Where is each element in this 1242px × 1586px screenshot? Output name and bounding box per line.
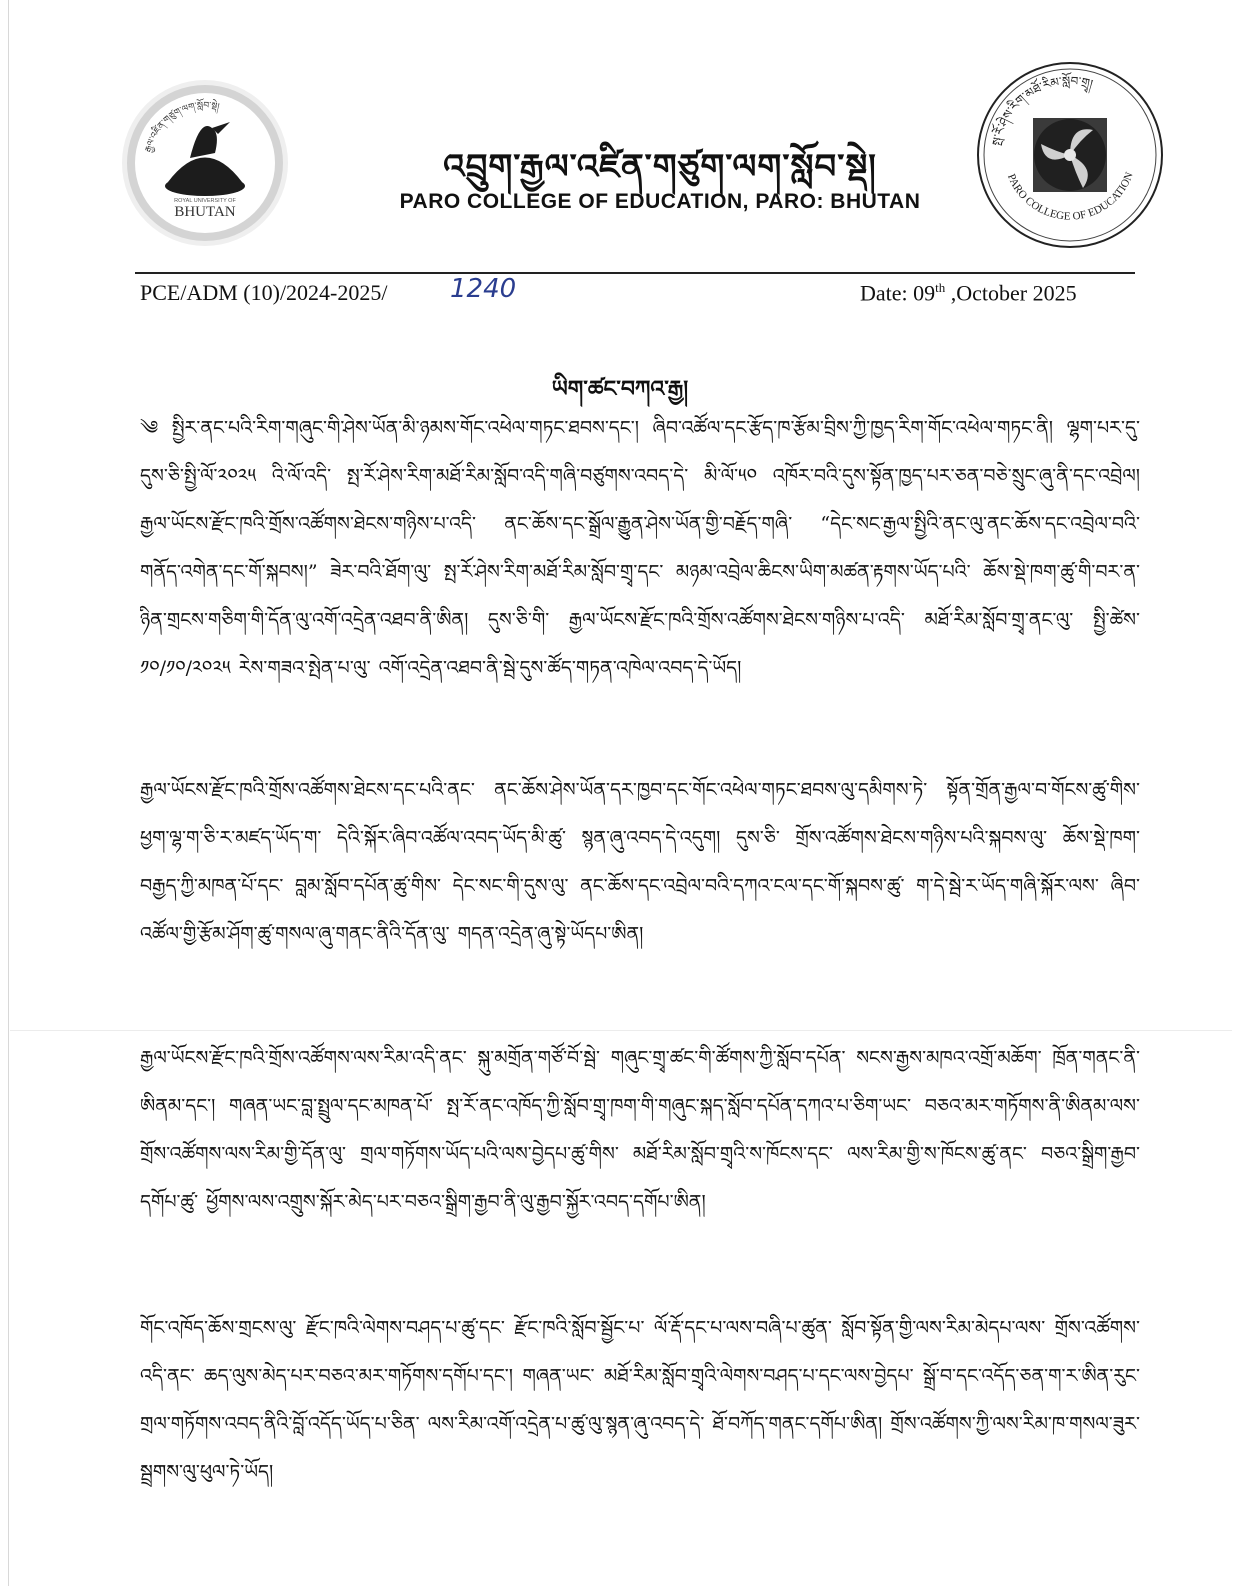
college-title-english: PARO COLLEGE OF EDUCATION, PARO: BHUTAN — [399, 190, 921, 213]
scan-seam — [10, 1030, 1232, 1031]
reference-number — [140, 280, 388, 306]
pce-seal — [975, 60, 1165, 250]
letter-date — [860, 280, 1077, 306]
date-rest: ,October 2025 — [945, 280, 1077, 306]
header-divider — [135, 272, 1135, 274]
college-title-tibetan: འབྲུག་རྒྱལ་འཛིན་གཙུག་ལག་སློབ་སྡེ། — [443, 147, 877, 187]
body-paragraph-1: ༄ སྤྱིར་ནང་པའི་རིག་གཞུང་གི་ཤེས་ཡོན་མི་ཉམས་གོང་འཕེལ་གཏང་ཐབས་དང་། ཞིབ་འཚོལ་དང་རྩོད་ཁ་རྩོམ་བྲིས་ཀྱི་ཁྱད་རིག་གོང་འཕེལ་གཏང་ནི། ལྷག་པར་དུ་ དུས་ཅི་སྤྱི་ལོ་༢༠༢༥ འི་ལོ་འདི་ སྤ་རོ་ཤེས་རིག་མཐོ་རིམ་སློབ་འདི་གཞི་བཙུགས་འབད་དེ་ མི་ལོ་༥༠ འཁོར་བའི་དུས་སྟོན་ཁྱད་པར་ཅན་བཅེ་སྲུང་ཞུ་ནི་དང་འབྲེལ། རྒྱལ་ཡོངས་རྫོང་ཁའི་གྲོས་འཚོགས་ཐེངས་གཉིས་པ་འདི་ ནང་ཆོས་དང་སྒྲོལ་རྒྱུན་ཤེས་ཡོན་གྱི་བརྗོད་གཞི་ “དེང་སང་རྒྱལ་སྤྱིའི་ནང་ལུ་ནང་ཆོས་དང་འབྲེལ་བའི་གནོད་འགེན་དང་གོ་སྐབས།” ཟེར་བའི་ཐོག་ལུ་ སྤ་རོ་ཤེས་རིག་མཐོ་རིམ་སློབ་གྲྭ་དང་ མཉམ་འབྲེལ་ཆིངས་ཡིག་མཚན་རྟགས་ཡོད་པའི་ ཆོས་སྡེ་ཁག་ཚུ་གི་བར་ན་ཉིན་གྲངས་གཅིག་གི་དོན་ལུ་འགོ་འདྲེན་འཐབ་ནི་ཨིན། དུས་ཅི་གི་ རྒྱལ་ཡོངས་རྫོང་ཁའི་གྲོས་འཚོགས་ཐེངས་གཉིས་པ་འདི་ མཐོ་རིམ་སློབ་གྲྭ་ནང་ལུ་ སྤྱི་ཚེས་༡༠/༡༠/༢༠༢༥ རེས་གཟའ་སྤེན་པ་ལུ་ འགོ་འདྲེན་འཐབ་ནི་སྦེ་དུས་ཚོད་གཏན་འཁེལ་འབད་དེ་ཡོད། — [140, 417, 1140, 679]
rub-caption-small: ROYAL UNIVERSITY OF — [174, 198, 236, 204]
date-label: Date: 09 — [860, 280, 936, 306]
pce-ring-text-bottom: PARO COLLEGE OF EDUCATION — [1004, 170, 1136, 223]
pce-ring-text-top: སྤ་རོ་ཤེས་རིག་མཐོ་རིམ་སློབ་གྲྭ། — [989, 73, 1095, 147]
body-paragraph-4: གོང་འཁོད་ཆོས་གྲངས་ལུ་ རྫོང་ཁའི་ལེགས་བཤད་པ་ཚུ་དང་ རྫོང་ཁའི་སློབ་སྦྱོང་པ་ ལོ་རྡོ་དང་པ་ལས་བཞི་པ་ཚུན་ སློབ་སྟོན་གྱི་ལས་རིམ་མེདཔ་ལས་ གྲོས་འཚོགས་འདི་ནང་ ཆད་ལུས་མེད་པར་བཅའ་མར་གཏོགས་དགོཔ་དང་། གཞན་ཡང་ མཐོ་རིམ་སློབ་གྲྭའི་ལེགས་བཤད་པ་དང་ལས་བྱེདཔ་ སྒྲོ་བ་དང་འདོད་ཅན་ག་ར་ཨིན་རུང་ གྲལ་གཏོགས་འབད་ནིའི་བློ་འདོད་ཡོད་པ་ཅིན་ ལས་རིམ་འགོ་འདྲེན་པ་ཚུ་ལུ་སྙན་ཞུ་འབད་དེ་ ཐོ་བཀོད་གནང་དགོཔ་ཨིན། གྲོས་འཚོགས་ཀྱི་ལས་རིམ་ཁ་གསལ་ཟུར་སྦྲགས་ལུ་ཕུལ་ཏེ་ཡོད། — [140, 1317, 1140, 1483]
body-paragraph-3: རྒྱལ་ཡོངས་རྫོང་ཁའི་གྲོས་འཚོགས་ལས་རིམ་འདི་ནང་ སྐུ་མགྲོན་གཙོ་བོ་སྦེ་ གཞུང་གྲྭ་ཚང་གི་ཚོགས་ཀྱི་སློབ་དཔོན་ སངས་རྒྱས་མཁའ་འགྲོ་མཆོག་ ཁྲོན་གནང་ནི་ཨིནམ་དང་། གཞན་ཡང་བླ་སྤྲུལ་དང་མཁན་པོ་ སྤ་རོ་ནང་འཁོད་ཀྱི་སློབ་གྲྭ་ཁག་གི་གཞུང་སྐད་སློབ་དཔོན་དཀའ་པ་ཅིག་ཡང་ བཅའ་མར་གཏོགས་ནི་ཨིནམ་ལས་ གྲོས་འཚོགས་ལས་རིམ་གྱི་དོན་ལུ་ གྲལ་གཏོགས་ཡོད་པའི་ལས་བྱེདཔ་ཚུ་གིས་ མཐོ་རིམ་སློབ་གྲྭའི་ས་ཁོངས་དང་ ལས་རིམ་གྱི་ས་ཁོངས་ཚུ་ནང་ བཅའ་སྒྲིག་རྒྱབ་དགོཔ་ཚུ་ ཕྱོགས་ལས་འགྲུས་སྐོར་མེད་པར་བཅའ་སྒྲིག་རྒྱབ་ནི་ལུ་རྒྱབ་སྐྱོར་འབད་དགོཔ་ཨིན། — [140, 1047, 1140, 1213]
rub-caption-large: BHUTAN — [174, 204, 236, 220]
handwritten-reference-number: 1240 — [450, 274, 517, 304]
document-title: ཡིག་ཚང་བཀའ་རྒྱ། — [551, 376, 689, 402]
scan-edge — [8, 0, 9, 1586]
reference-prefix: PCE/ADM (10)/2024-2025/ — [140, 280, 388, 305]
date-ordinal-suffix: th — [935, 280, 946, 295]
body-paragraph-2: རྒྱལ་ཡོངས་རྫོང་ཁའི་གྲོས་འཚོགས་ཐེངས་དང་པའི་ནང་ ནང་ཆོས་ཤེས་ཡོན་དར་ཁྱབ་དང་གོང་འཕེལ་གཏང་ཐབས་ལུ་དམིགས་ཏེ་ སྟོན་གྲོན་རྒྱལ་བ་གོངས་ཚུ་གིས་ ཕྱག་ལྷ་ག་ཅི་ར་མཛད་ཡོད་ག་ དེའི་སྐོར་ཞིབ་འཚོལ་འབད་ཡོད་མི་ཚུ་ སྙན་ཞུ་འབད་དེ་འདུག། དུས་ཅི་ གྲོས་འཚོགས་ཐེངས་གཉིས་པའི་སྐབས་ལུ་ ཆོས་སྡེ་ཁག་བརྒྱད་ཀྱི་མཁན་པོ་དང་ བླམ་སློབ་དཔོན་ཚུ་གིས་ དེང་སང་གི་དུས་ལུ་ ནང་ཆོས་དང་འབྲེལ་བའི་དཀའ་ངལ་དང་གོ་སྐབས་ཚུ་ ག་དེ་སྦེ་ར་ཡོད་གཞི་སྐོར་ལས་ ཞིབ་འཚོལ་གྱི་རྩོམ་ཤོག་ཚུ་གསལ་ཞུ་གནང་ནིའི་དོན་ལུ་ གདན་འདྲེན་ཞུ་སྟེ་ཡོདཔ་ཨིན། — [140, 779, 1140, 945]
rub-ring-text: རྒྱལ་འཛིན་གཙུག་ལག་སློབ་སྡེ། — [144, 100, 221, 154]
rub-logo — [120, 78, 290, 248]
